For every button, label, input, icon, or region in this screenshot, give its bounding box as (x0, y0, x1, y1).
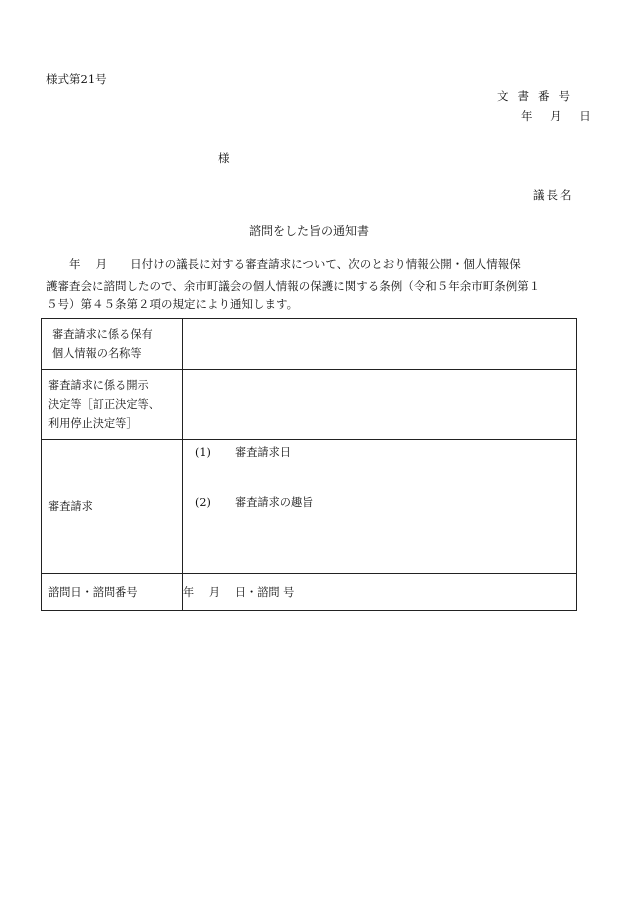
row-value (183, 319, 577, 370)
inquiry-date-number: 年 月 日・諮問 号 (183, 574, 577, 611)
row-label (42, 319, 183, 370)
label-line: 審査請求に係る保有 (52, 328, 153, 341)
label-line: 個人情報の名称等 (52, 347, 142, 361)
row-label (42, 574, 183, 611)
label-line: 諮問日・諮問番号 (48, 585, 138, 599)
body-line: 年 月 日付けの議長に対する審査請求について、次のとおり情報公開・個人情報保 (46, 257, 521, 271)
item-text: 審査請求日 (235, 446, 291, 460)
item-number: (2) (195, 496, 211, 510)
item-text: 審査請求の趣旨 (235, 496, 314, 510)
body-line: 護審査会に諮問したので、余市町議会の個人情報の保護に関する条例（令和５年余市町条例第１ (46, 279, 541, 294)
form-number: 様式第21号 (46, 72, 107, 86)
label-line: 利用停止決定等］ (48, 417, 138, 431)
table-row (42, 574, 577, 611)
addressee: 様 (218, 151, 230, 165)
body-line: ５号）第４５条第２項の規定により通知します。 (46, 297, 299, 312)
document-number: 文書番号 (497, 89, 579, 103)
row-value (183, 440, 577, 574)
label-line: 審査請求に係る開示 (48, 379, 149, 393)
document-title: 諮問をした旨の通知書 (249, 224, 370, 238)
table-row (42, 319, 577, 370)
row-value (183, 370, 577, 440)
list-item (183, 444, 576, 460)
document-date: 年 月 日 (521, 109, 598, 123)
label-line: 審査請求 (48, 500, 93, 514)
item-number: (1) (195, 446, 211, 460)
label-line: 決定等［訂正決定等、 (48, 398, 160, 412)
table-row (42, 370, 577, 440)
row-label (42, 440, 183, 574)
info-table (41, 318, 577, 611)
list-item (183, 494, 576, 510)
sender-name: 議長名 (533, 188, 574, 202)
table-row (42, 440, 577, 574)
row-label (42, 370, 183, 440)
body-text (46, 255, 586, 313)
